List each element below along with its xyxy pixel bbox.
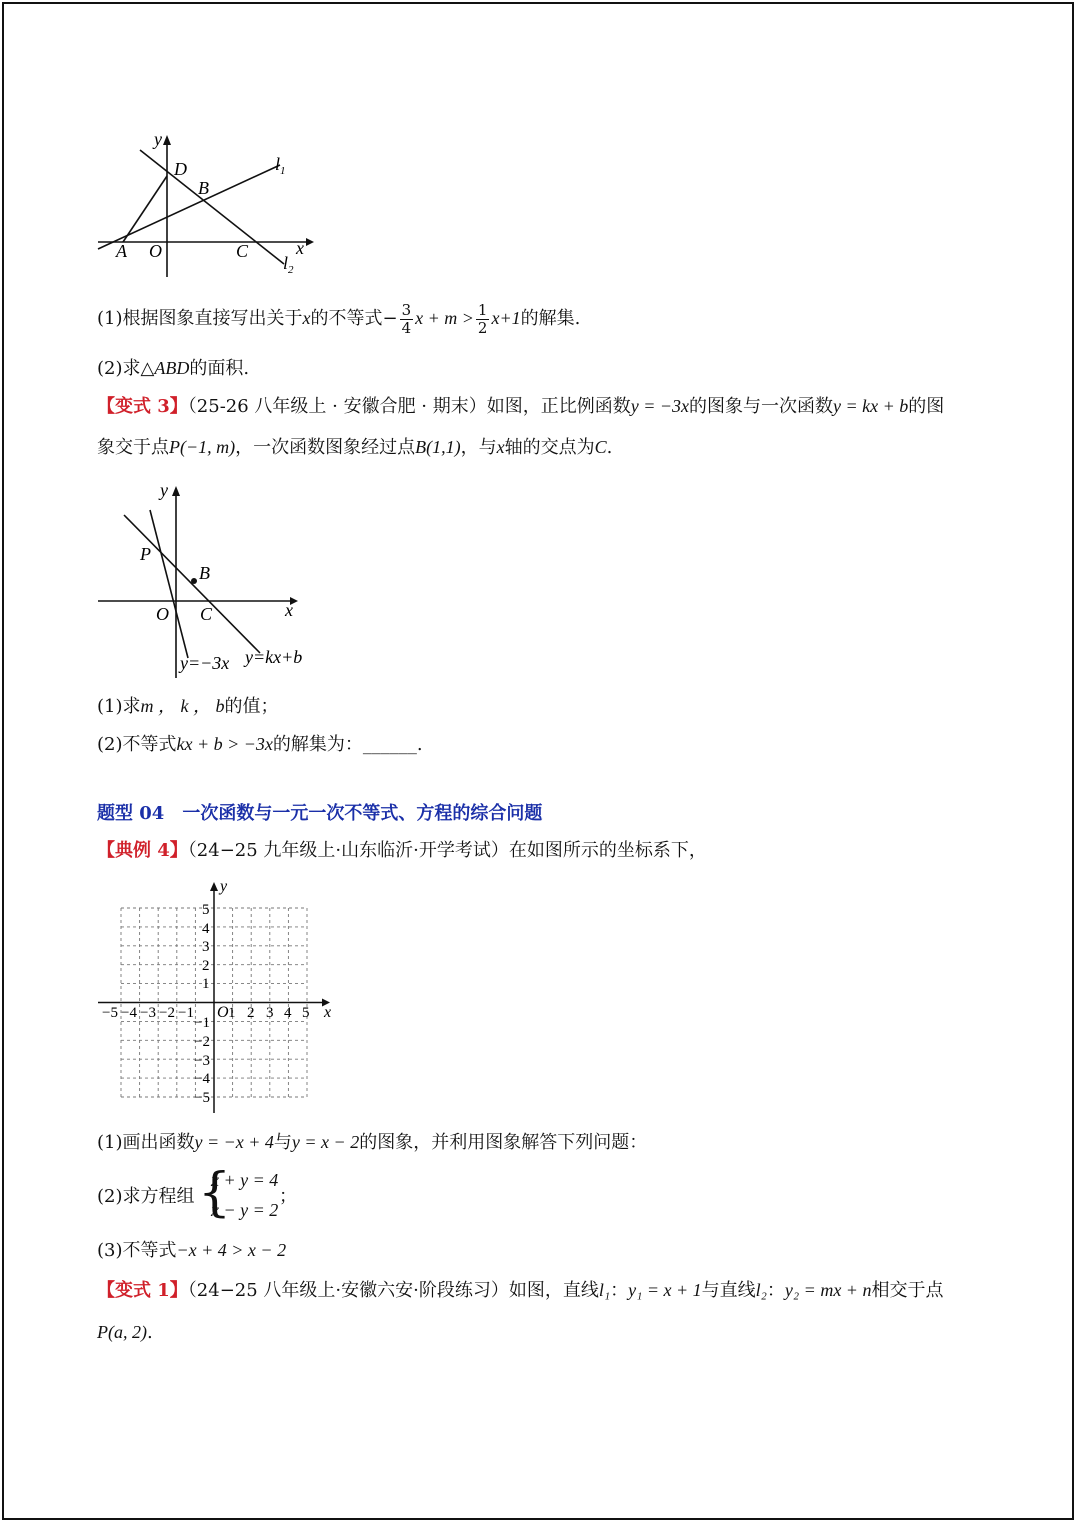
q1-part2 bbox=[97, 356, 249, 381]
variant3-line2 bbox=[97, 435, 612, 460]
fig2-line-minus3x bbox=[150, 510, 188, 658]
fig2-point-B bbox=[191, 578, 197, 584]
x-tick-4: 4 bbox=[284, 1005, 292, 1021]
variant3-line1-a: （25-26 八年级上 · 安徽合肥 · 期末）如图，正比例函数 bbox=[187, 396, 631, 417]
variant1-tag: 【变式 1】 bbox=[97, 1280, 188, 1301]
q3-part3-expr: −x + 4 > x − 2 bbox=[176, 1240, 287, 1260]
q3-part2-prefix: (2)求方程组 bbox=[97, 1186, 195, 1207]
example4-text: （24−25 九年级上·山东临沂·开学考试）在如图所示的坐标系下， bbox=[187, 840, 707, 861]
variant3-func2: y = kx + b bbox=[833, 396, 909, 416]
fig1-label-O: O bbox=[149, 241, 162, 261]
fig1-segment-AD bbox=[123, 176, 167, 242]
q1-frac-1-2 bbox=[476, 302, 490, 337]
q2-part2-expr: kx + b > −3x bbox=[176, 734, 273, 754]
variant1-line1-d: ： bbox=[766, 1280, 785, 1301]
q1-part1-var: x bbox=[302, 308, 311, 328]
section-title: 题型 04 一次函数与一元一次不等式、方程的综合问题 bbox=[97, 803, 543, 824]
q1-frac-3-4 bbox=[400, 302, 414, 337]
y-tick-m4: −4 bbox=[194, 1071, 210, 1087]
grid-y-arrow bbox=[210, 882, 218, 891]
x-tick-m1: −1 bbox=[178, 1005, 194, 1021]
fig2-y-arrow bbox=[172, 486, 180, 496]
x-tick-2: 2 bbox=[247, 1005, 255, 1021]
q1-part2-triangle: △ bbox=[140, 358, 155, 379]
x-tick-m2: −2 bbox=[159, 1005, 175, 1021]
figure-1 bbox=[92, 125, 322, 285]
q1-part2-suffix: 的面积. bbox=[189, 358, 250, 379]
variant3-line2-e: . bbox=[606, 437, 613, 458]
q3-part3 bbox=[97, 1238, 286, 1263]
variant3-line2-a: 象交于点 bbox=[97, 437, 169, 458]
fig1-label-D: D bbox=[174, 159, 187, 179]
q1-frac2-den: 2 bbox=[477, 318, 488, 337]
y-tick-5: 5 bbox=[202, 902, 210, 918]
variant1-line2 bbox=[97, 1320, 153, 1345]
variant3-func1: y = −3x bbox=[630, 396, 690, 416]
q3-part1-prefix: (1)画出函数 bbox=[97, 1132, 195, 1153]
variant3-line2-d: 轴的交点为 bbox=[504, 437, 595, 458]
fig1-y-arrow bbox=[163, 135, 171, 145]
q1-part2-abd: ABD bbox=[154, 358, 190, 378]
variant1-y2: y₂ = mx + n bbox=[784, 1280, 872, 1300]
variant1-l1: l₁ bbox=[598, 1280, 611, 1300]
x-tick-5: 5 bbox=[302, 1005, 310, 1021]
x-tick-m4: −4 bbox=[121, 1005, 137, 1021]
q1-part1-expr1: x + m > bbox=[415, 308, 474, 328]
q1-part1-expr2: x+1 bbox=[491, 308, 521, 328]
x-tick-3: 3 bbox=[266, 1005, 274, 1021]
variant3-point-C: C bbox=[594, 437, 607, 457]
y-tick-m3: −3 bbox=[194, 1053, 210, 1069]
fig2-label-P: P bbox=[140, 544, 151, 564]
q2-part1-prefix: (1)求 bbox=[97, 696, 141, 717]
fig2-label-B: B bbox=[199, 563, 210, 583]
fig2-label-line-b: y=kx+b bbox=[245, 647, 303, 667]
q2-part1-vars: m ， k ， b bbox=[140, 696, 225, 716]
q1-part1-mid: 的不等式 bbox=[310, 308, 383, 329]
q3-part2-suffix: ； bbox=[279, 1186, 297, 1207]
grid-y-tick-labels bbox=[194, 902, 210, 1106]
x-tick-m5: −5 bbox=[102, 1005, 118, 1021]
fig1-label-B: B bbox=[198, 178, 209, 198]
variant3-x: x bbox=[496, 437, 505, 457]
variant1-line1 bbox=[97, 1278, 943, 1303]
variant1-line2-e: . bbox=[146, 1322, 153, 1343]
q1-part1-minus: − bbox=[382, 308, 398, 329]
fig2-label-x: x bbox=[285, 600, 293, 620]
q3-system-brace: { bbox=[198, 1163, 232, 1223]
x-tick-1: 1 bbox=[228, 1005, 236, 1021]
q3-part3-prefix: (3)不等式 bbox=[97, 1240, 177, 1261]
variant3-line2-c: ，与 bbox=[460, 437, 497, 458]
example4-line bbox=[97, 839, 707, 863]
fig1-label-C: C bbox=[236, 241, 249, 261]
variant3-line1-c: 的图 bbox=[908, 396, 945, 417]
fig2-label-O: O bbox=[156, 604, 169, 624]
grid-label-x: x bbox=[324, 1004, 332, 1021]
fig1-x-arrow bbox=[306, 238, 314, 246]
fig1-label-A: A bbox=[116, 241, 127, 261]
variant1-line1-b: ： bbox=[610, 1280, 629, 1301]
variant1-point-P: P(a, 2) bbox=[97, 1322, 147, 1342]
y-tick-3: 3 bbox=[202, 939, 210, 955]
grid-figure bbox=[92, 875, 342, 1120]
q1-frac2-num: 1 bbox=[477, 300, 488, 319]
figure-2 bbox=[92, 478, 332, 683]
q2-part1 bbox=[97, 694, 279, 719]
variant3-point-B: B(1,1) bbox=[415, 437, 461, 457]
fig2-line-kxb bbox=[124, 515, 260, 653]
fig2-label-y: y bbox=[160, 480, 168, 500]
y-tick-m1: −1 bbox=[194, 1015, 210, 1031]
q1-part2-prefix: (2)求 bbox=[97, 358, 141, 379]
variant3-tag: 【变式 3】 bbox=[97, 396, 188, 417]
q3-eq2: x − y = 2 bbox=[211, 1200, 279, 1220]
q2-part2 bbox=[97, 732, 423, 757]
fig2-label-C: C bbox=[200, 604, 213, 624]
q3-part1-mid: 与 bbox=[273, 1132, 292, 1153]
q3-eq1: x + y = 4 bbox=[211, 1170, 279, 1190]
y-tick-4: 4 bbox=[202, 921, 210, 937]
grid-label-y: y bbox=[220, 878, 228, 895]
q3-part1-suffix: 的图象，并利用图象解答下列问题： bbox=[359, 1132, 648, 1153]
q1-frac1-den: 4 bbox=[401, 318, 412, 337]
fig1-label-l1: $l_1$ bbox=[275, 154, 286, 177]
q1-part1 bbox=[97, 298, 580, 338]
y-tick-2: 2 bbox=[202, 958, 210, 974]
q3-part1-func2: y = x − 2 bbox=[291, 1132, 360, 1152]
fig1-line-l1 bbox=[98, 165, 280, 249]
fig1-label-l2: $l_2$ bbox=[283, 253, 294, 276]
q1-part1-prefix: (1)根据图象直接写出关于 bbox=[97, 308, 303, 329]
variant3-line2-b: ，一次函数图象经过点 bbox=[235, 437, 416, 458]
q2-part2-suffix: 的解集为：______. bbox=[272, 734, 423, 755]
fig2-label-line-a: y=−3x bbox=[180, 653, 230, 673]
q2-part2-prefix: (2)不等式 bbox=[97, 734, 177, 755]
example4-tag: 【典例 4】 bbox=[97, 840, 188, 861]
q3-part1-func1: y = −x + 4 bbox=[194, 1132, 274, 1152]
variant1-y1: y₁ = x + 1 bbox=[628, 1280, 702, 1300]
variant1-line1-e: 相交于点 bbox=[871, 1280, 944, 1301]
y-tick-m2: −2 bbox=[194, 1034, 210, 1050]
fig1-label-x: x bbox=[296, 238, 304, 258]
y-tick-m5: −5 bbox=[194, 1090, 210, 1106]
x-tick-m3: −3 bbox=[140, 1005, 156, 1021]
variant1-line1-a: （24−25 八年级上·安徽六安·阶段练习）如图，直线 bbox=[187, 1280, 599, 1301]
q1-frac1-num: 3 bbox=[401, 300, 412, 319]
q3-part1 bbox=[97, 1130, 647, 1155]
q2-part1-suffix: 的值； bbox=[224, 696, 279, 717]
grid-label-origin: O bbox=[217, 1004, 229, 1021]
variant1-line1-c: 与直线 bbox=[701, 1280, 756, 1301]
variant3-line1-b: 的图象与一次函数 bbox=[689, 396, 834, 417]
q1-part1-suffix: 的解集. bbox=[520, 308, 581, 329]
variant3-line1 bbox=[97, 394, 944, 419]
y-tick-1: 1 bbox=[202, 976, 210, 992]
variant3-point-P: P(−1, m) bbox=[169, 437, 236, 457]
variant1-l2: l₂ bbox=[755, 1280, 767, 1300]
fig1-label-y: y bbox=[154, 129, 162, 149]
